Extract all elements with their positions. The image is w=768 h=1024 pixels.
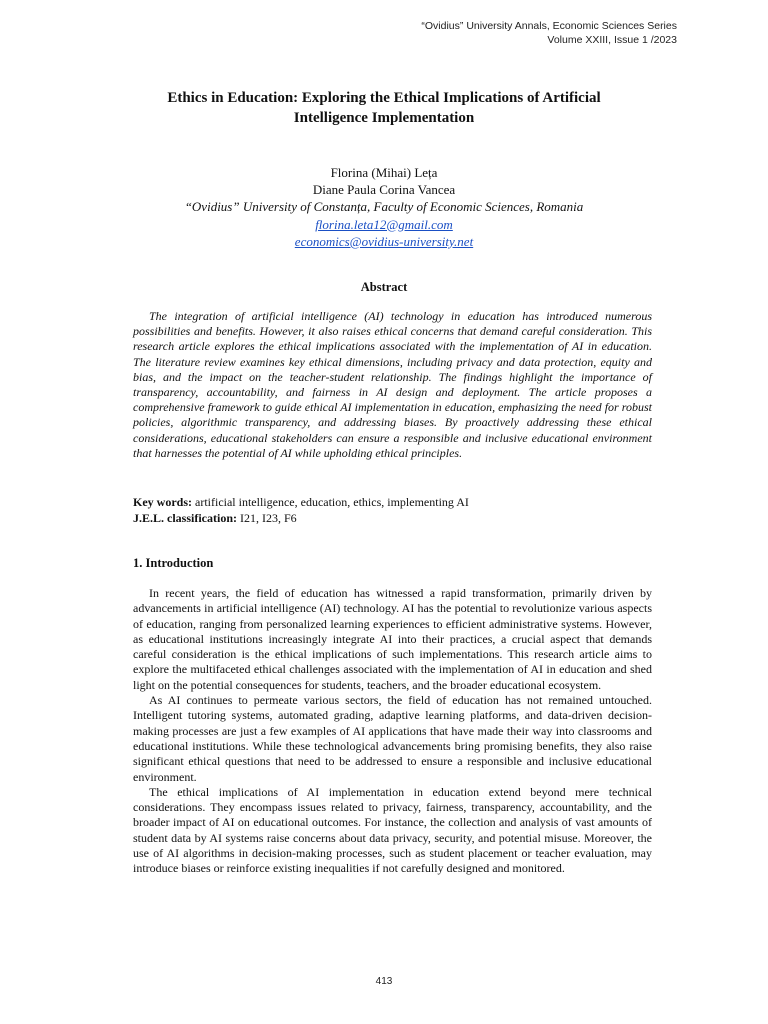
body-paragraph: In recent years, the field of education has witnessed a rapid transformation, primarily driven by advancements in artificial intelligence (AI) technology. AI has the potential to revolutionize various aspects of education, ranging from personalized learning experiences to efficient administrative systems. However, as educational institutions increasingly integrate AI into their practices, a crucial aspect that demands careful consideration is the ethical implications of such implementations. This research article aims to explore the multifaceted ethical challenges associated with the implementation of AI in education and shed light on the potential consequences for students, teachers, and the broader educational ecosystem.	[133, 586, 652, 692]
keywords-line	[133, 495, 652, 511]
paper-title	[0, 88, 768, 128]
author-affiliation: “Ovidius” University of Constanța, Faculty of Economic Sciences, Romania	[184, 199, 584, 215]
introduction-body	[133, 586, 652, 877]
keywords-label: Key words:	[133, 495, 192, 509]
title-line-1: Ethics in Education: Exploring the Ethical Implications of Artificial	[167, 90, 601, 106]
author-name-1: Florina (Mihai) Leța	[330, 165, 438, 180]
journal-name: “Ovidius” University Annals, Economic Sciences Series	[421, 20, 677, 32]
body-paragraph: As AI continues to permeate various sectors, the field of education has not remained untouched. Intelligent tutoring systems, automated grading, adaptive learning platforms, and data-driven decision-making processes are just a few examples of AI applications that have made their way into classrooms and educational institutions. While these technological advancements bring promising benefits, they also raise significant ethical questions that need to be addressed to ensure a responsible and inclusive educational environment.	[133, 693, 652, 784]
abstract-text: The integration of artificial intelligence (AI) technology in education has introduced numerous possibilities and benefits. However, it also raises ethical concerns that demand careful consideration. This research article explores the ethical implications associated with the implementation of AI in education. The literature review examines key ethical dimensions, including privacy and data protection, equity and bias, and the impact on the teacher-student relationship. The findings highlight the importance of transparency, accountability, and fairness in AI design and deployment. The article proposes a comprehensive framework to guide ethical AI implementation in education, emphasizing the need for robust policies, algorithmic transparency, and addressing biases. By proactively addressing these ethical considerations, educational stakeholders can ensure a responsible and inclusive educational environment that harnesses the potential of AI while upholding ethical principles.	[133, 309, 652, 460]
keywords-value: artificial intelligence, education, ethics, implementing AI	[192, 495, 469, 509]
section-heading-introduction: 1. Introduction	[133, 556, 214, 570]
author-block	[0, 164, 768, 250]
author-name-2: Diane Paula Corina Vancea	[312, 182, 456, 198]
page-number: 413	[375, 976, 393, 987]
body-paragraph: The ethical implications of AI implementation in education extend beyond mere technical considerations. They encompass issues related to privacy, fairness, transparency, accountability, and the broader impact of AI on educational outcomes. For instance, the collection and analysis of vast amounts of student data by AI systems raise concerns about data privacy, security, and potential misuse. Moreover, the use of AI algorithms in decision-making processes, such as student placement or teacher evaluation, may introduce biases or reinforce existing inequalities if not carefully designed and monitored.	[133, 784, 652, 876]
email-link-1[interactable]: florina.leta12@gmail.com	[315, 216, 453, 232]
jel-label: J.E.L. classification:	[133, 510, 237, 525]
journal-volume: Volume XXIII, Issue 1 /2023	[547, 33, 677, 46]
email-link-2[interactable]: economics@ovidius-university.net	[294, 233, 474, 249]
journal-header	[421, 20, 677, 47]
keywords-block	[133, 495, 652, 526]
jel-value: I21, I23, F6	[237, 510, 297, 525]
abstract-heading: Abstract	[360, 280, 408, 294]
title-line-2: Intelligence Implementation	[293, 110, 475, 126]
jel-line	[133, 511, 652, 527]
